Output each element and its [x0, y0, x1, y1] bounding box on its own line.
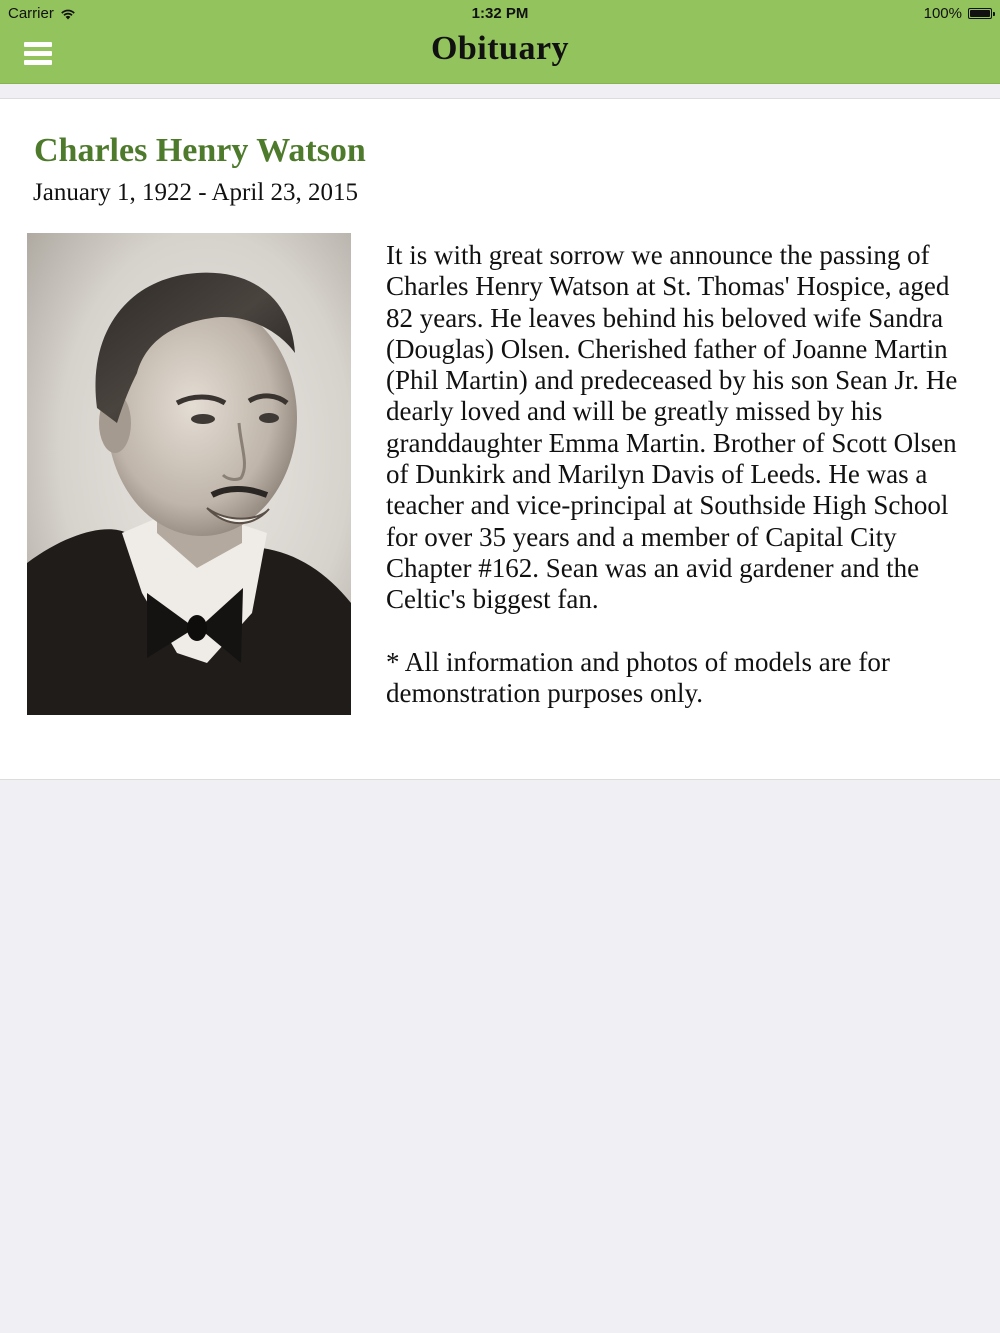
clock: 1:32 PM: [471, 5, 529, 22]
obituary-card: [0, 98, 1000, 780]
portrait-image: [27, 233, 351, 715]
deceased-name: Charles Henry Watson: [34, 132, 366, 169]
battery-percent: 100%: [923, 5, 962, 22]
portrait-photo: [27, 233, 351, 715]
obituary-body: It is with great sorrow we announce the passing of Charles Henry Watson at St. Thomas' Hospice, aged 82 years. He leaves behind his beloved wife Sandra (Douglas) Olsen. Cherished father of Joanne Martin (Phil Martin) and predeceased by his son Sean Jr. He dearly loved and will be greatly missed by his granddaughter Emma Martin. Brother of Scott Olsen of Dunkirk and Marilyn Davis of Leeds. He was a teacher and vice-principal at Southside High School for over 35 years and a member of Capital City Chapter #162. Sean was an avid gardener and the Celtic's biggest fan.: [386, 240, 958, 615]
battery-icon: [968, 8, 992, 19]
disclaimer: * All information and photos of models are for demonstration purposes only.: [386, 646, 890, 708]
battery-indicator: [924, 5, 992, 22]
life-dates: January 1, 1922 - April 23, 2015: [33, 179, 358, 206]
navigation-bar: [0, 0, 1000, 84]
page-title: Obituary: [430, 30, 570, 67]
status-bar: [0, 0, 1000, 28]
obituary-text: [386, 240, 976, 709]
carrier-label: Carrier: [8, 5, 54, 22]
